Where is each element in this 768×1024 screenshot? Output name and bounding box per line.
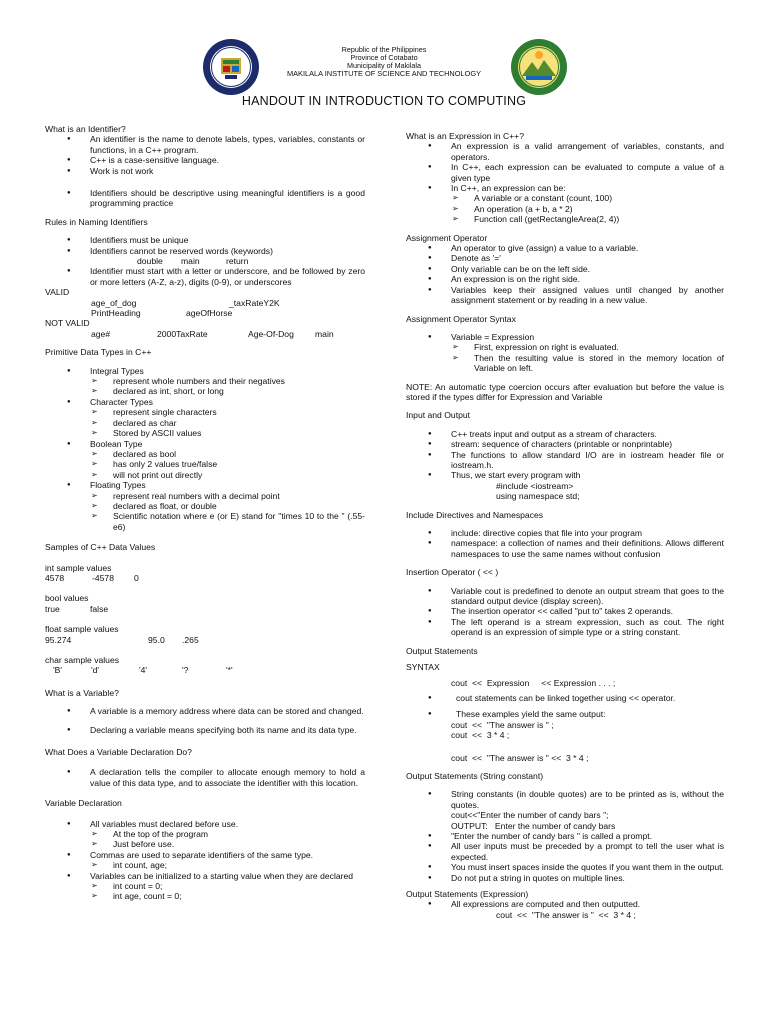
sub-bullet-item: ➢ First, expression on right is evaluated. xyxy=(406,342,724,352)
bullet-item: ● stream: sequence of characters (printable or nonprintable) xyxy=(406,439,724,449)
page-title: HANDOUT IN INTRODUCTION TO COMPUTING xyxy=(241,94,527,108)
bullet-item: ● Identifiers must be unique xyxy=(45,235,365,245)
bullet-item: ● C++ is a case-sensitive language. xyxy=(45,155,365,165)
identifier-example: ageOfHorse xyxy=(186,308,233,319)
bullet-item: ● An identifier is the name to denote labels, types, variables, constants or functions, in a C++ program. xyxy=(45,134,365,155)
section-heading: Input and Output xyxy=(406,410,471,421)
code-line: cout << 3 * 4 ; xyxy=(451,730,510,741)
sample-value: true xyxy=(45,603,60,614)
sample-row xyxy=(45,604,365,614)
sample-value: '4' xyxy=(139,665,148,676)
sample-value: 'd' xyxy=(91,665,100,676)
keyword: return xyxy=(226,256,249,267)
code-line: cout << "The answer is " ; xyxy=(451,719,554,730)
section-heading: What Does a Variable Declaration Do? xyxy=(45,746,192,757)
sample-label: char sample values xyxy=(45,654,120,665)
identifier-example: _taxRateY2K xyxy=(229,297,280,308)
sample-label: int sample values xyxy=(45,562,112,573)
sample-row xyxy=(45,573,365,583)
sub-bullet-item: ➢ At the top of the program xyxy=(45,829,365,839)
section-heading: Primitive Data Types in C++ xyxy=(45,347,152,358)
valid-label: VALID xyxy=(45,287,70,298)
sample-value: .265 xyxy=(182,634,199,645)
header-republic: Republic of the Philippines xyxy=(341,45,427,54)
sample-value: '*' xyxy=(226,665,233,676)
bullet-item: ● include: directive copies that file into your program xyxy=(406,528,724,538)
bullet-item: ● Character Types xyxy=(45,397,365,407)
bullet-item: ● An expression is on the right side. xyxy=(406,274,724,284)
bullet-item: ● Variable = Expression xyxy=(406,332,724,342)
code-line: cout << "The answer is " << 3 * 4 ; xyxy=(496,909,636,920)
section-heading: Insertion Operator ( << ) xyxy=(406,567,499,578)
header-province: Province of Cotabato xyxy=(350,53,418,62)
bullet-item: ● Variable cout is predefined to denote an output stream that goes to the standard output device (display screen). xyxy=(406,586,724,607)
code-line: cout << Expression << Expression . . . ; xyxy=(451,678,616,689)
bullet-item: ● Variables keep their assigned values until changed by another assignment statement or by reading in a new value. xyxy=(406,285,724,306)
syntax-label: SYNTAX xyxy=(406,662,440,673)
sample-value: 95.274 xyxy=(45,634,72,645)
identifier-example: 2000TaxRate xyxy=(157,328,208,339)
section-heading: What is a Variable? xyxy=(45,687,119,698)
bullet-item: ● Denote as '=' xyxy=(406,253,724,263)
section-heading: Include Directives and Namespaces xyxy=(406,509,544,520)
sample-value: -4578 xyxy=(92,572,114,583)
section-heading: Assignment Operator xyxy=(406,232,488,243)
valid-row xyxy=(45,308,365,318)
bullet-item: ● An expression is a valid arrangement of variables, constants, and operators. xyxy=(406,141,724,162)
sample-value: false xyxy=(90,603,109,614)
code-line: #include <iostream> xyxy=(496,480,574,491)
section-heading: Output Statements xyxy=(406,645,478,656)
sample-value: 95.0 xyxy=(148,634,165,645)
sample-label: float sample values xyxy=(45,624,119,635)
section-heading: Assignment Operator Syntax xyxy=(406,313,516,324)
section-heading: What is an Identifier? xyxy=(45,124,126,134)
sub-bullet-item: ➢ A variable or a constant (count, 100) xyxy=(406,193,724,203)
identifier-example: main xyxy=(315,328,334,339)
sample-value: 0 xyxy=(134,572,139,583)
keyword: main xyxy=(181,256,200,267)
bullet-item: ● Identifiers should be descriptive using meaningful identifiers is a good programming practice xyxy=(45,188,365,209)
sample-row xyxy=(45,635,365,645)
header-institute: MAKILALA INSTITUTE OF SCIENCE AND TECHNOLOGY xyxy=(286,69,482,78)
sub-bullet-item: ➢ Function call (getRectangleArea(2, 4)) xyxy=(406,214,724,224)
code-line: using namespace std; xyxy=(496,491,580,502)
sub-bullet-item: ➢ An operation (a + b, a * 2) xyxy=(406,204,724,214)
sub-bullet-item: ➢ Just before use. xyxy=(45,839,365,849)
bullet-item: ● Identifier must start with a letter or underscore, and be followed by zero or more letters (A-Z, a-z), digits (0-9), or underscores xyxy=(45,266,365,287)
bullet-item: ● All variables must declared before use. xyxy=(45,819,365,829)
sample-label: bool values xyxy=(45,593,89,604)
bullet-item: ● In C++, each expression can be evaluated to compute a value of a given type xyxy=(406,162,724,183)
sample-row xyxy=(45,665,365,675)
bullet-item: ● C++ treats input and output as a stream of characters. xyxy=(406,429,724,439)
sub-bullet-item: ➢ represent whole numbers and their negatives xyxy=(45,376,365,386)
identifier-example: age# xyxy=(91,328,111,339)
left-column xyxy=(45,124,365,902)
section-heading: What is an Expression in C++? xyxy=(406,131,524,141)
identifier-example: Age-Of-Dog xyxy=(248,328,294,339)
bullet-item: ● Work is not work xyxy=(45,166,365,176)
sub-bullet-item: ➢ represent single characters xyxy=(45,407,365,417)
bullet-item: ● A variable is a memory address where data can be stored and changed. xyxy=(45,706,365,716)
bullet-item: ● cout statements can be linked together using << operator. xyxy=(406,693,724,703)
bullet-item: ● All user inputs must be preceded by a prompt to tell the user what is expected. xyxy=(406,841,724,862)
section-heading: Output Statements (String constant) xyxy=(406,770,544,781)
bullet-item: ● All expressions are computed and then outputted. xyxy=(406,899,724,909)
bullet-item: ● You must insert spaces inside the quotes if you want them in the output. xyxy=(406,862,724,872)
sub-bullet-item: ➢ has only 2 values true/false xyxy=(45,459,365,469)
header-municipality: Municipality of Makilala xyxy=(347,61,421,70)
bullet-item: ● The functions to allow standard I/O are in iostream header file or iostream.h. xyxy=(406,450,724,471)
bullet-item: ● An operator to give (assign) a value to a variable. xyxy=(406,243,724,253)
sub-bullet-item: ➢ declared as char xyxy=(45,418,365,428)
keyword-row xyxy=(45,256,365,266)
sub-bullet-item: ➢ declared as float, or double xyxy=(45,501,365,511)
sample-value: '? xyxy=(182,665,189,676)
bullet-item: ● "Enter the number of candy bars " is called a prompt. xyxy=(406,831,724,841)
not-valid-label: NOT VALID xyxy=(45,318,90,329)
section-heading: Variable Declaration xyxy=(45,798,122,809)
bullet-item: ● Do not put a string in quotes on multiple lines. xyxy=(406,873,724,883)
code-line: cout<<"Enter the number of candy bars "; xyxy=(451,810,609,821)
section-heading: Rules in Naming Identifiers xyxy=(45,216,148,227)
sample-value: 'B' xyxy=(53,665,63,676)
not-valid-row xyxy=(45,329,365,339)
bullet-item: ● Boolean Type xyxy=(45,439,365,449)
section-heading: Samples of C++ Data Values xyxy=(45,542,156,553)
bullet-item: ● Integral Types xyxy=(45,366,365,376)
bullet-item: ● namespace: a collection of names and their definitions. Allows different namespaces to use the same names without confusion xyxy=(406,538,724,559)
note-text: NOTE: An automatic type coercion occurs after evaluation but before the value is stored if the types differ for Expression and Variable xyxy=(406,381,724,402)
sub-bullet-item: ➢ int age, count = 0; xyxy=(45,891,365,901)
bullet-item: ● String constants (in double quotes) are to be printed as is, without the quotes. xyxy=(406,789,724,810)
sub-bullet-item: ➢ Scientific notation where e (or E) stand for "times 10 to the " (.55-e6) xyxy=(45,511,365,532)
sub-bullet-item: ➢ will not print out directly xyxy=(45,470,365,480)
code-line: OUTPUT: Enter the number of candy bars xyxy=(451,820,616,831)
code-line: cout << "The answer is " << 3 * 4 ; xyxy=(451,752,589,763)
bullet-item: ● Declaring a variable means specifying both its name and its data type. xyxy=(45,725,365,735)
sub-bullet-item: ➢ int count = 0; xyxy=(45,881,365,891)
bullet-item: ● Only variable can be on the left side. xyxy=(406,264,724,274)
sub-bullet-item: ➢ represent real numbers with a decimal point xyxy=(45,491,365,501)
sub-bullet-item: ➢ declared as bool xyxy=(45,449,365,459)
identifier-example: PrintHeading xyxy=(91,308,141,319)
bullet-item: ● Thus, we start every program with xyxy=(406,470,724,480)
sub-bullet-item: ➢ int count, age; xyxy=(45,860,365,870)
sub-bullet-item: ➢ Then the resulting value is stored in the memory location of Variable on left. xyxy=(406,353,724,374)
bullet-item: ● These examples yield the same output: xyxy=(406,709,724,719)
bullet-item: ● Floating Types xyxy=(45,480,365,490)
section-heading: Output Statements (Expression) xyxy=(406,888,529,899)
keyword: double xyxy=(137,256,163,267)
bullet-item: ● The insertion operator << called "put to" takes 2 operands. xyxy=(406,606,724,616)
valid-row xyxy=(45,298,365,308)
right-column xyxy=(406,131,724,920)
bullet-item: ● In C++, an expression can be: xyxy=(406,183,724,193)
bullet-item: ● Commas are used to separate identifiers of the same type. xyxy=(45,850,365,860)
bullet-item: ● A declaration tells the compiler to allocate enough memory to hold a value of this data type, and to associate the identifier with this location. xyxy=(45,767,365,788)
sub-bullet-item: ➢ Stored by ASCII values xyxy=(45,428,365,438)
identifier-example: age_of_dog xyxy=(91,297,137,308)
sample-value: 4578 xyxy=(45,572,65,583)
bullet-item: ● The left operand is a stream expression, such as cout. The right operand is an expression of simple type or a string constant. xyxy=(406,617,724,638)
bullet-item: ● Variables can be initialized to a starting value when they are declared xyxy=(45,871,365,881)
bullet-item: ● Identifiers cannot be reserved words (keywords) xyxy=(45,246,365,256)
sub-bullet-item: ➢ declared as int, short, or long xyxy=(45,386,365,396)
